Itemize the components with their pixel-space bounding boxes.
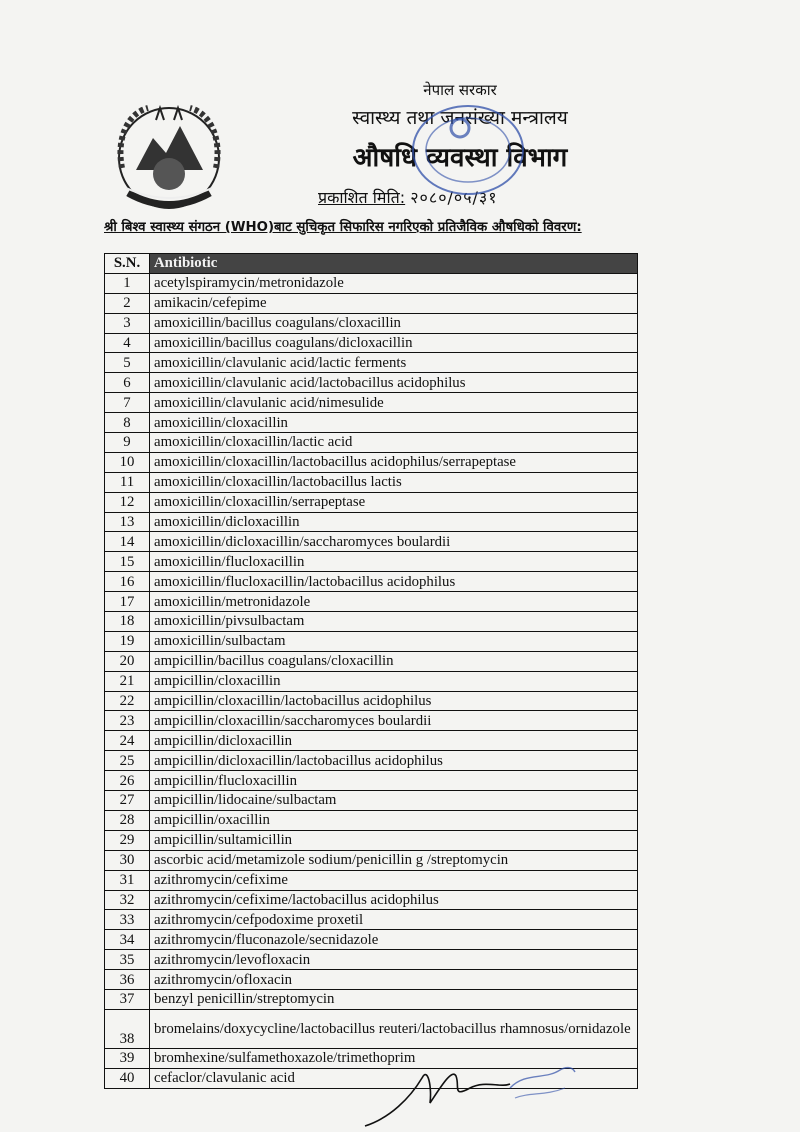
table-row: [105, 472, 638, 492]
row-serial-number: 15: [105, 552, 150, 572]
row-serial-number: 34: [105, 930, 150, 950]
row-serial-number: 14: [105, 532, 150, 552]
row-serial-number: 35: [105, 950, 150, 970]
row-antibiotic-name: amoxicillin/cloxacillin/lactic acid: [150, 433, 638, 453]
row-serial-number: 20: [105, 651, 150, 671]
row-serial-number: 24: [105, 731, 150, 751]
table-row: [105, 413, 638, 433]
row-antibiotic-name: azithromycin/levofloxacin: [150, 950, 638, 970]
table-row: [105, 691, 638, 711]
table-row: [105, 293, 638, 313]
row-serial-number: 21: [105, 671, 150, 691]
row-serial-number: 22: [105, 691, 150, 711]
government-name: नेपाल सरकार: [423, 81, 497, 99]
row-serial-number: 13: [105, 512, 150, 532]
row-serial-number: 1: [105, 273, 150, 293]
row-antibiotic-name: azithromycin/fluconazole/secnidazole: [150, 930, 638, 950]
row-antibiotic-name: ampicillin/sultamicillin: [150, 830, 638, 850]
table-row: [105, 512, 638, 532]
row-antibiotic-name: amoxicillin/pivsulbactam: [150, 612, 638, 632]
table-row: [105, 751, 638, 771]
table-row: [105, 532, 638, 552]
table-row: [105, 353, 638, 373]
row-serial-number: 18: [105, 612, 150, 632]
row-serial-number: 4: [105, 333, 150, 353]
row-serial-number: 31: [105, 870, 150, 890]
row-serial-number: 36: [105, 970, 150, 990]
row-serial-number: 29: [105, 830, 150, 850]
row-antibiotic-name: azithromycin/cefixime/lactobacillus acidophilus: [150, 890, 638, 910]
table-row: [105, 989, 638, 1009]
row-antibiotic-name: ampicillin/cloxacillin: [150, 671, 638, 691]
nepal-emblem-icon: [108, 98, 230, 216]
table-row: [105, 771, 638, 791]
table-row: [105, 930, 638, 950]
row-serial-number: 38: [105, 1009, 150, 1048]
row-antibiotic-name: azithromycin/cefixime: [150, 870, 638, 890]
row-antibiotic-name: azithromycin/ofloxacin: [150, 970, 638, 990]
table-row: [105, 592, 638, 612]
row-antibiotic-name: amoxicillin/cloxacillin/lactobacillus acidophilus/serrapeptase: [150, 452, 638, 472]
table-row: [105, 970, 638, 990]
row-serial-number: 2: [105, 293, 150, 313]
row-antibiotic-name: amoxicillin/dicloxacillin/saccharomyces boulardii: [150, 532, 638, 552]
table-row: [105, 452, 638, 472]
row-serial-number: 26: [105, 771, 150, 791]
row-antibiotic-name: amoxicillin/bacillus coagulans/cloxacillin: [150, 313, 638, 333]
row-serial-number: 5: [105, 353, 150, 373]
row-antibiotic-name: ampicillin/cloxacillin/lactobacillus acidophilus: [150, 691, 638, 711]
table-header-row: [105, 254, 638, 274]
table-row: [105, 572, 638, 592]
table-row: [105, 612, 638, 632]
row-antibiotic-name: amoxicillin/clavulanic acid/lactobacillus acidophilus: [150, 373, 638, 393]
row-antibiotic-name: bromhexine/sulfamethoxazole/trimethoprim: [150, 1048, 638, 1068]
row-antibiotic-name: amoxicillin/flucloxacillin/lactobacillus acidophilus: [150, 572, 638, 592]
row-antibiotic-name: acetylspiramycin/metronidazole: [150, 273, 638, 293]
row-serial-number: 25: [105, 751, 150, 771]
table-row: [105, 373, 638, 393]
row-antibiotic-name: ascorbic acid/metamizole sodium/penicillin g /streptomycin: [150, 850, 638, 870]
row-serial-number: 8: [105, 413, 150, 433]
column-header-antibiotic: Antibiotic: [150, 254, 638, 274]
row-serial-number: 9: [105, 433, 150, 453]
table-row: [105, 1009, 638, 1048]
row-antibiotic-name: ampicillin/bacillus coagulans/cloxacillin: [150, 651, 638, 671]
table-row: [105, 950, 638, 970]
table-row: [105, 830, 638, 850]
row-serial-number: 7: [105, 393, 150, 413]
table-row: [105, 810, 638, 830]
table-row: [105, 890, 638, 910]
row-antibiotic-name: ampicillin/lidocaine/sulbactam: [150, 791, 638, 811]
table-row: [105, 333, 638, 353]
row-antibiotic-name: amoxicillin/dicloxacillin: [150, 512, 638, 532]
row-serial-number: 27: [105, 791, 150, 811]
published-date: २०८०/०५/३१: [410, 188, 498, 207]
row-serial-number: 23: [105, 711, 150, 731]
row-antibiotic-name: amoxicillin/sulbactam: [150, 631, 638, 651]
official-stamp-icon: [408, 100, 528, 200]
row-antibiotic-name: ampicillin/cloxacillin/saccharomyces boulardii: [150, 711, 638, 731]
table-row: [105, 313, 638, 333]
row-antibiotic-name: benzyl penicillin/streptomycin: [150, 989, 638, 1009]
row-antibiotic-name: amoxicillin/clavulanic acid/lactic ferments: [150, 353, 638, 373]
published-label: प्रकाशित मिति:: [318, 188, 406, 207]
row-antibiotic-name: cefaclor/clavulanic acid: [150, 1068, 638, 1088]
table-row: [105, 910, 638, 930]
table-row: [105, 631, 638, 651]
row-antibiotic-name: ampicillin/dicloxacillin/lactobacillus acidophilus: [150, 751, 638, 771]
table-row: [105, 870, 638, 890]
row-antibiotic-name: amoxicillin/flucloxacillin: [150, 552, 638, 572]
table-row: [105, 393, 638, 413]
ministry-name: स्वास्थ्य तथा जनसंख्या मन्त्रालय: [352, 107, 568, 129]
row-serial-number: 3: [105, 313, 150, 333]
row-antibiotic-name: amikacin/cefepime: [150, 293, 638, 313]
table-row: [105, 433, 638, 453]
department-name: औषधि व्यवस्था विभाग: [352, 143, 568, 173]
table-row: [105, 731, 638, 751]
table-row: [105, 711, 638, 731]
row-serial-number: 19: [105, 631, 150, 651]
row-antibiotic-name: bromelains/doxycycline/lactobacillus reuteri/lactobacillus rhamnosus/ornidazole: [150, 1009, 638, 1048]
row-antibiotic-name: amoxicillin/bacillus coagulans/dicloxacillin: [150, 333, 638, 353]
row-antibiotic-name: amoxicillin/cloxacillin: [150, 413, 638, 433]
row-antibiotic-name: amoxicillin/cloxacillin/lactobacillus lactis: [150, 472, 638, 492]
table-row: [105, 671, 638, 691]
table-row: [105, 552, 638, 572]
row-antibiotic-name: azithromycin/cefpodoxime proxetil: [150, 910, 638, 930]
row-antibiotic-name: amoxicillin/clavulanic acid/nimesulide: [150, 393, 638, 413]
document-subtitle: श्री बिश्व स्वास्थ्य संगठन (WHO)बाट सुचिकृत सिफारिस नगरिएको प्रतिजैविक औषधिको विवरण:: [104, 220, 582, 235]
table-row: [105, 651, 638, 671]
column-header-sn: S.N.: [105, 254, 150, 274]
table-body: [105, 273, 638, 1088]
row-serial-number: 10: [105, 452, 150, 472]
row-serial-number: 37: [105, 989, 150, 1009]
row-antibiotic-name: amoxicillin/cloxacillin/serrapeptase: [150, 492, 638, 512]
row-antibiotic-name: ampicillin/oxacillin: [150, 810, 638, 830]
row-serial-number: 6: [105, 373, 150, 393]
row-serial-number: 12: [105, 492, 150, 512]
row-serial-number: 39: [105, 1048, 150, 1068]
row-serial-number: 16: [105, 572, 150, 592]
row-serial-number: 33: [105, 910, 150, 930]
row-serial-number: 11: [105, 472, 150, 492]
row-antibiotic-name: ampicillin/dicloxacillin: [150, 731, 638, 751]
row-serial-number: 40: [105, 1068, 150, 1088]
row-antibiotic-name: ampicillin/flucloxacillin: [150, 771, 638, 791]
antibiotic-table: [104, 253, 638, 1089]
row-serial-number: 30: [105, 850, 150, 870]
table-row: [105, 850, 638, 870]
row-antibiotic-name: amoxicillin/metronidazole: [150, 592, 638, 612]
row-serial-number: 28: [105, 810, 150, 830]
table-row: [105, 791, 638, 811]
signature-icon: [360, 1058, 590, 1132]
table-row: [105, 273, 638, 293]
table-row: [105, 492, 638, 512]
row-serial-number: 17: [105, 592, 150, 612]
row-serial-number: 32: [105, 890, 150, 910]
